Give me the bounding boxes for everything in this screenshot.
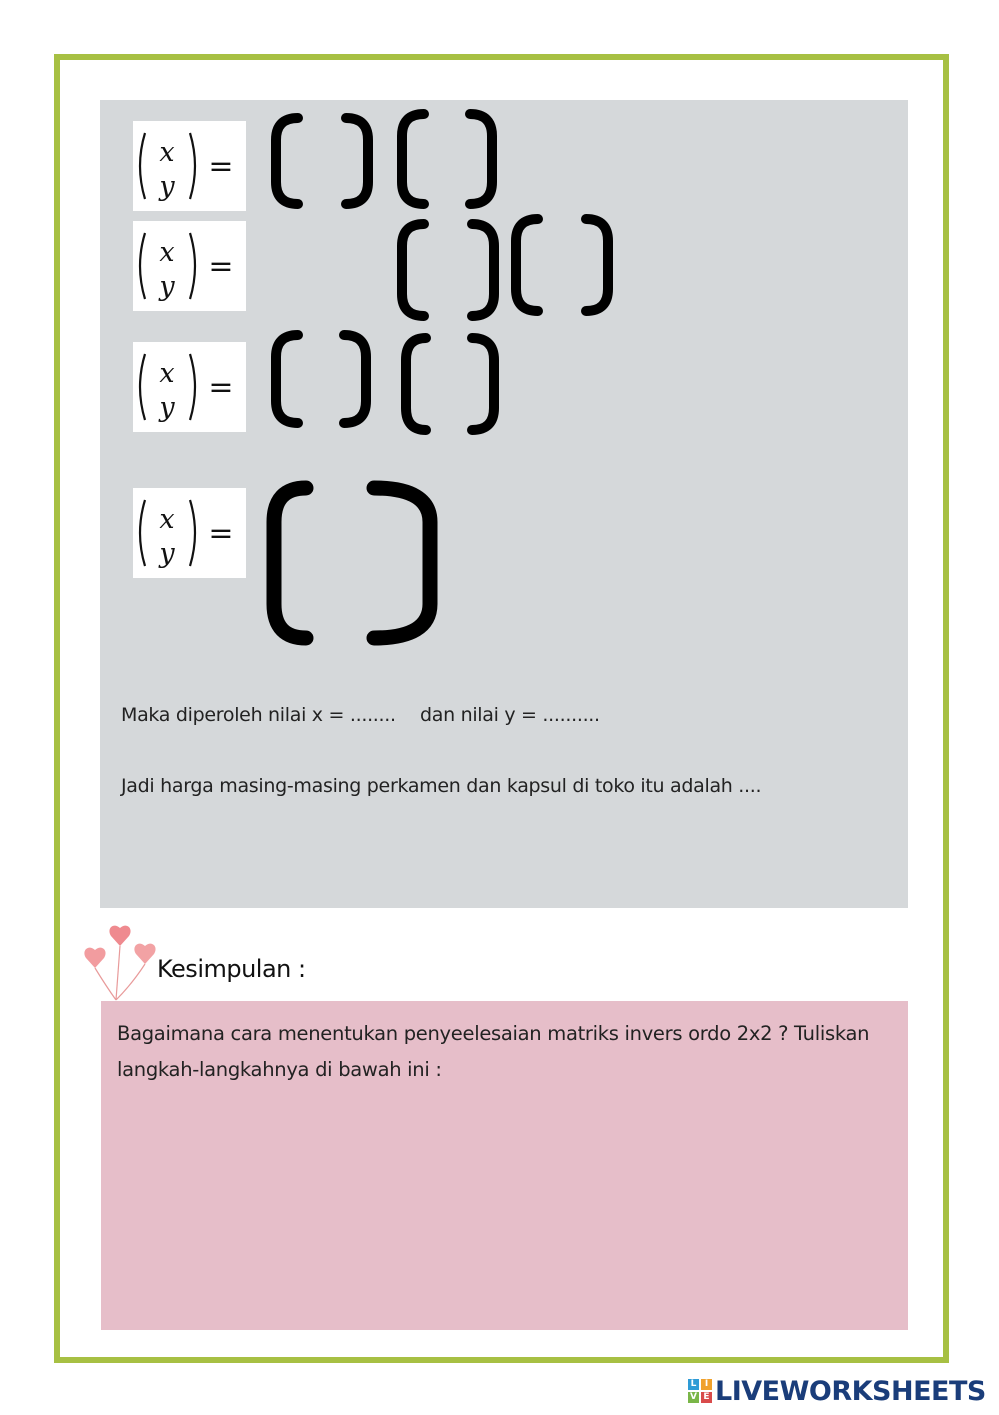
matrix-input-1b[interactable]: [394, 106, 502, 210]
vector-x: x: [159, 237, 175, 268]
conclusion-prompt: Bagaimana cara menentukan penyeelesaian matriks invers ordo 2x2 ? Tuliskan langkah-langkahnya di bawah ini :: [117, 1022, 870, 1081]
equation-lhs-4: [133, 488, 246, 578]
vector-y: y: [159, 538, 175, 569]
vector-y: y: [159, 392, 175, 423]
equals-sign: =: [208, 370, 234, 405]
equals-sign: =: [208, 516, 234, 551]
logo-text: LIVEWORKSHEETS: [715, 1375, 986, 1407]
vector-x: x: [159, 137, 175, 168]
question-line: Jadi harga masing-masing perkamen dan kapsul di toko itu adalah ....: [121, 775, 762, 797]
equation-lhs-2: [133, 221, 246, 311]
vector-x: x: [159, 358, 175, 389]
matrix-input-2a[interactable]: [394, 216, 504, 324]
matrix-input-3b[interactable]: [398, 330, 504, 438]
matrix-input-1a[interactable]: [268, 110, 378, 210]
vector-x: x: [159, 504, 175, 535]
logo-icon: L I V E: [688, 1379, 712, 1403]
matrix-input-3a[interactable]: [268, 327, 376, 431]
matrix-input-4[interactable]: [262, 478, 442, 648]
result-y-line: dan nilai y = ..........: [420, 704, 600, 726]
matrix-input-2b[interactable]: [508, 211, 618, 319]
equals-sign: =: [208, 149, 234, 184]
conclusion-title: Kesimpulan :: [157, 955, 306, 983]
equals-sign: =: [208, 249, 234, 284]
vector-y: y: [159, 271, 175, 302]
liveworksheets-logo: [688, 1373, 986, 1409]
result-x-line: Maka diperoleh nilai x = ........: [121, 704, 396, 726]
equation-lhs-3: [133, 342, 246, 432]
equation-lhs-1: [133, 121, 246, 211]
balloons-icon: [78, 924, 160, 1004]
vector-y: y: [159, 171, 175, 202]
